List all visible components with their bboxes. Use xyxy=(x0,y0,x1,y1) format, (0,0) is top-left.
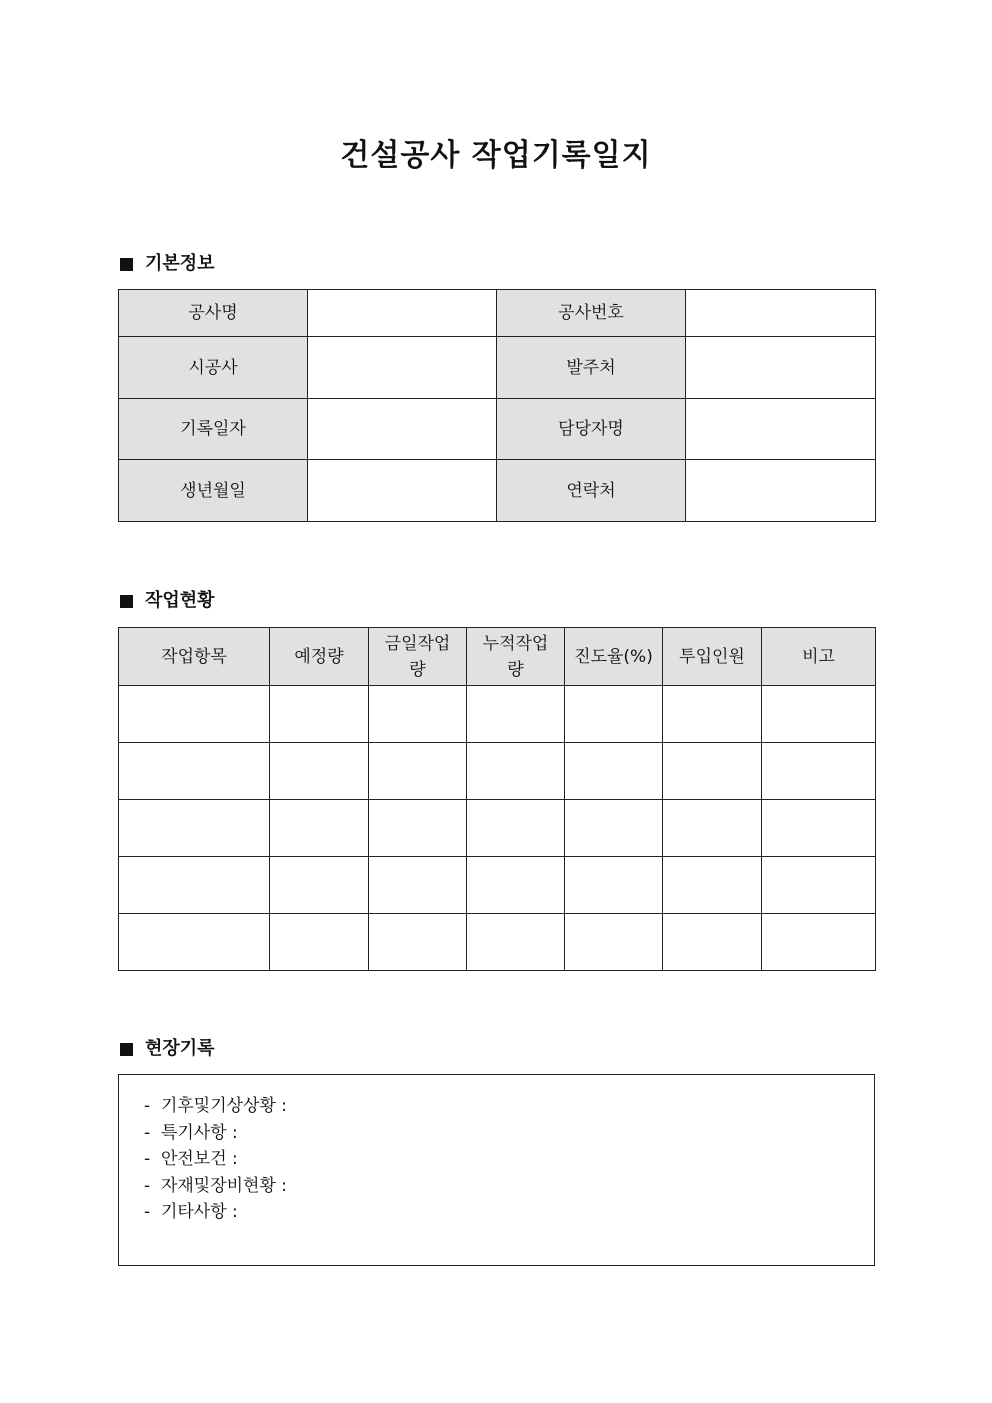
field-value-client[interactable] xyxy=(686,337,876,399)
cell-progress-rate[interactable] xyxy=(565,914,663,971)
square-bullet-icon xyxy=(120,258,133,271)
site-record-item-materials-equipment: - 자재및장비현황 : xyxy=(144,1175,288,1196)
column-header-planned-quantity: 예정량 xyxy=(270,628,369,686)
cell-work-item[interactable] xyxy=(119,800,270,857)
section-heading-site-record xyxy=(118,1037,215,1061)
square-bullet-icon xyxy=(120,595,133,608)
cell-planned-quantity[interactable] xyxy=(270,800,369,857)
site-record-item-other: - 기타사항 : xyxy=(144,1202,238,1222)
table-row xyxy=(119,337,876,399)
table-row xyxy=(119,686,876,743)
cell-work-item[interactable] xyxy=(119,743,270,800)
cell-today-quantity[interactable] xyxy=(369,686,467,743)
site-record-box[interactable] xyxy=(118,1074,875,1266)
cell-work-item[interactable] xyxy=(119,686,270,743)
section-heading-label: 기본정보 xyxy=(145,253,215,274)
cell-planned-quantity[interactable] xyxy=(270,914,369,971)
field-label-manager-name: 담당자명 xyxy=(497,399,686,460)
column-header-work-item: 작업항목 xyxy=(119,628,270,686)
field-label-birth-date: 생년월일 xyxy=(119,460,308,522)
cell-remarks[interactable] xyxy=(762,800,876,857)
cell-cumulative-quantity[interactable] xyxy=(467,800,565,857)
cell-cumulative-quantity[interactable] xyxy=(467,857,565,914)
cell-today-quantity[interactable] xyxy=(369,857,467,914)
table-row xyxy=(119,460,876,522)
work-status-table xyxy=(118,627,876,971)
table-row xyxy=(119,800,876,857)
site-record-list xyxy=(119,1075,874,1226)
section-heading-basic-info xyxy=(118,252,215,276)
cell-remarks[interactable] xyxy=(762,914,876,971)
cell-remarks[interactable] xyxy=(762,857,876,914)
cell-today-quantity[interactable] xyxy=(369,743,467,800)
site-record-item-special-notes: - 특기사항 : xyxy=(144,1122,238,1143)
cell-remarks[interactable] xyxy=(762,743,876,800)
field-label-project-name: 공사명 xyxy=(119,290,308,337)
document-title: 건설공사 작업기록일지 xyxy=(340,138,652,173)
cell-work-item[interactable] xyxy=(119,914,270,971)
section-heading-work-status xyxy=(118,589,215,613)
field-value-contractor[interactable] xyxy=(308,337,497,399)
cell-progress-rate[interactable] xyxy=(565,686,663,743)
field-value-birth-date[interactable] xyxy=(308,460,497,522)
cell-workers[interactable] xyxy=(663,800,762,857)
field-label-client: 발주처 xyxy=(497,337,686,399)
table-row xyxy=(119,914,876,971)
field-label-contractor: 시공사 xyxy=(119,337,308,399)
field-value-record-date[interactable] xyxy=(308,399,497,460)
site-record-item-safety: - 안전보건 : xyxy=(144,1149,238,1169)
field-value-project-name[interactable] xyxy=(308,290,497,337)
section-heading-label: 현장기록 xyxy=(145,1038,215,1059)
field-label-project-number: 공사번호 xyxy=(497,290,686,337)
column-header-progress-rate: 진도율(%) xyxy=(565,628,663,686)
field-label-record-date: 기록일자 xyxy=(119,399,308,460)
column-header-workers: 투입인원 xyxy=(663,628,762,686)
table-row xyxy=(119,857,876,914)
table-row xyxy=(119,399,876,460)
table-header-row xyxy=(119,628,876,686)
cell-progress-rate[interactable] xyxy=(565,743,663,800)
cell-work-item[interactable] xyxy=(119,857,270,914)
table-row xyxy=(119,290,876,337)
cell-planned-quantity[interactable] xyxy=(270,743,369,800)
site-record-item-weather: - 기후및기상상황 : xyxy=(144,1096,288,1116)
cell-planned-quantity[interactable] xyxy=(270,686,369,743)
cell-workers[interactable] xyxy=(663,914,762,971)
square-bullet-icon xyxy=(120,1043,133,1056)
field-value-contact[interactable] xyxy=(686,460,876,522)
table-row xyxy=(119,743,876,800)
cell-cumulative-quantity[interactable] xyxy=(467,743,565,800)
cell-planned-quantity[interactable] xyxy=(270,857,369,914)
cell-today-quantity[interactable] xyxy=(369,800,467,857)
field-value-manager-name[interactable] xyxy=(686,399,876,460)
section-heading-label: 작업현황 xyxy=(145,590,215,611)
basic-info-table xyxy=(118,289,876,522)
cell-workers[interactable] xyxy=(663,686,762,743)
cell-progress-rate[interactable] xyxy=(565,800,663,857)
cell-workers[interactable] xyxy=(663,857,762,914)
column-header-today-quantity: 금일작업 량 xyxy=(369,628,467,686)
column-header-remarks: 비고 xyxy=(762,628,876,686)
cell-workers[interactable] xyxy=(663,743,762,800)
cell-today-quantity[interactable] xyxy=(369,914,467,971)
cell-remarks[interactable] xyxy=(762,686,876,743)
cell-cumulative-quantity[interactable] xyxy=(467,686,565,743)
field-label-contact: 연락처 xyxy=(497,460,686,522)
cell-cumulative-quantity[interactable] xyxy=(467,914,565,971)
column-header-cumulative-quantity: 누적작업 량 xyxy=(467,628,565,686)
field-value-project-number[interactable] xyxy=(686,290,876,337)
cell-progress-rate[interactable] xyxy=(565,857,663,914)
